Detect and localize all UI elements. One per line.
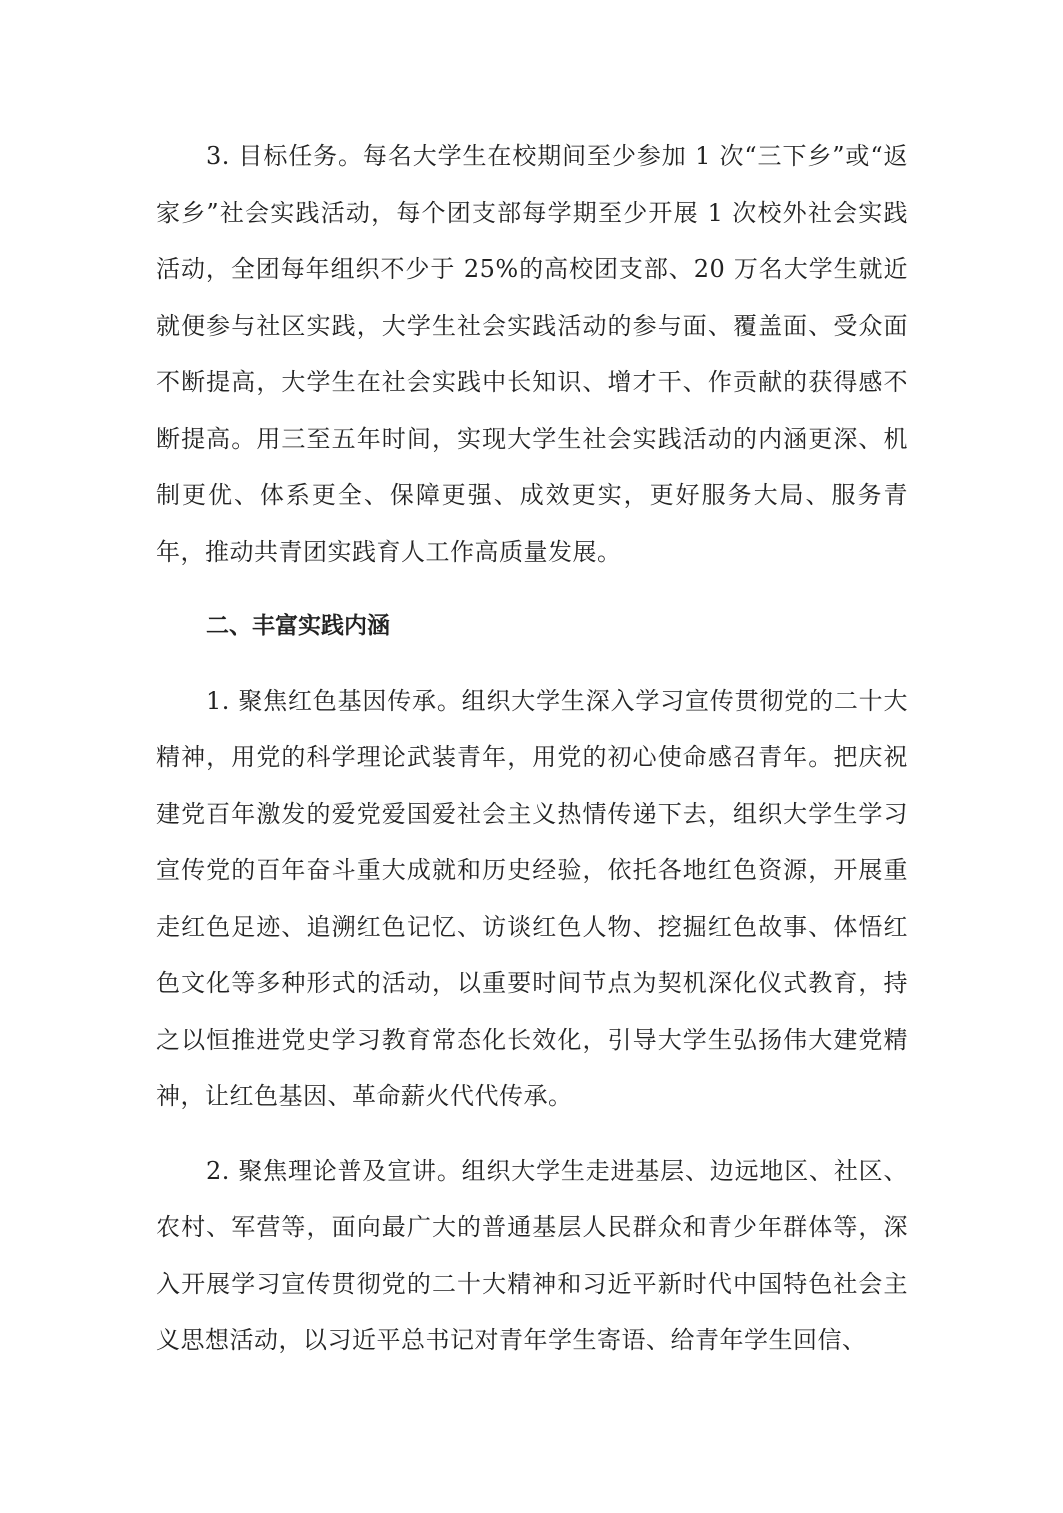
paragraph-target-tasks: 3. 目标任务。每名大学生在校期间至少参加 1 次“三下乡”或“返家乡”社会实践活动，每个团支部每学期至少开展 1 次校外社会实践活动，全团每年组织不少于 25%的高校团支部、20 万名大学生就近就便参与社区实践，大学生社会实践活动的参与面、覆盖面、受众面不断提高，大学生在社会实践中长知识、增才干、作贡献的获得感不断提高。用三至五年时间，实现大学生社会实践活动的内涵更深、机制更优、体系更全、保障更强、成效更实，更好服务大局、服务青年，推动共青团实践育人工作高质量发展。: [156, 142, 908, 566]
paragraph-theory-lectures: 2. 聚焦理论普及宣讲。组织大学生走进基层、边远地区、社区、农村、军营等，面向最广大的普通基层人民群众和青少年群体等，深入开展学习宣传贯彻党的二十大精神和习近平新时代中国特色社会主义思想活动，以习近平总书记对青年学生寄语、给青年学生回信、: [156, 1156, 908, 1354]
section-heading-enrich-practice: 二、丰富实践内涵: [206, 613, 390, 639]
document-body: [156, 128, 908, 1387]
paragraph-red-gene-inheritance: 1. 聚焦红色基因传承。组织大学生深入学习宣传贯彻党的二十大精神，用党的科学理论武装青年，用党的初心使命感召青年。把庆祝建党百年激发的爱党爱国爱社会主义热情传递下去，组织大学生学习宣传党的百年奋斗重大成就和历史经验，依托各地红色资源，开展重走红色足迹、追溯红色记忆、访谈红色人物、挖掘红色故事、体悟红色文化等多种形式的活动，以重要时间节点为契机深化仪式教育，持之以恒推进党史学习教育常态化长效化，引导大学生弘扬伟大建党精神，让红色基因、革命薪火代代传承。: [156, 686, 908, 1110]
